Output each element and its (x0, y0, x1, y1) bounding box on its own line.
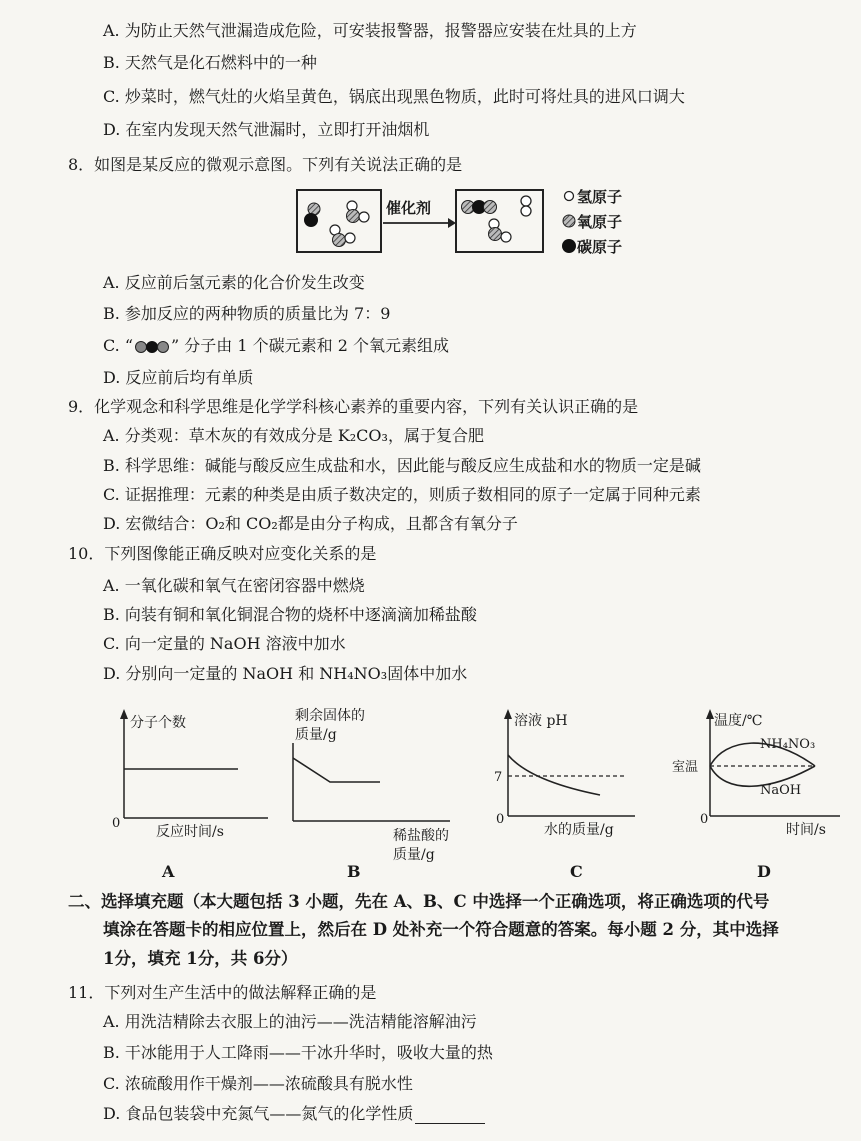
graph-b (285, 703, 465, 863)
reaction-diagram (290, 183, 650, 261)
q10-option-a: A. 一氧化碳和氧气在密闭容器中燃烧 (103, 576, 365, 595)
legend-hydrogen (565, 188, 623, 206)
q9-stem: 9．化学观念和科学思维是化学学科核心素养的重要内容，下列有关认识正确的是 (68, 397, 639, 416)
q7-option-b: B. 天然气是化石燃料中的一种 (103, 53, 317, 72)
section2-line-3: 1分，填充 1分，共 6分） (103, 949, 298, 968)
graph-c (490, 703, 650, 843)
q10-option-c: C. 向一定量的 NaOH 溶液中加水 (103, 634, 346, 653)
h2o-molecule-1 (347, 201, 370, 223)
legend-oxygen-label: 氧原子 (577, 213, 623, 231)
legend-oxygen (563, 213, 622, 231)
q11-option-a: A. 用洗洁精除去衣服上的油污——洗洁精能溶解油污 (103, 1012, 477, 1031)
graph-d-caption: D (757, 862, 771, 881)
graph-b-xlabel-1: 稀盐酸的 (393, 828, 449, 844)
section2-line-2: 填涂在答题卡的相应位置上，然后在 D 处补充一个符合题意的答案。每小题 2 分，其中选择 (103, 920, 779, 939)
graph-d-ylabel: 温度/℃ (714, 713, 763, 729)
graph-b-caption: B (347, 862, 361, 881)
graph-a-xlabel: 反应时间/s (156, 824, 224, 840)
graph-b-curve (293, 758, 380, 782)
graph-b-ylabel-2: 质量/g (295, 727, 337, 743)
q10-option-b: B. 向装有铜和氧化铜混合物的烧杯中逐滴滴加稀盐酸 (103, 605, 477, 624)
section2-line-1: 二、选择填充题（本大题包括 3 小题，先在 A、B、C 中选择一个正确选项，将正确选项的代号 (68, 892, 770, 911)
legend-hydrogen-label: 氢原子 (577, 188, 623, 206)
graph-a (108, 705, 278, 840)
q8-option-c (103, 336, 449, 356)
graph-d-upper-label: NH₄NO₃ (760, 737, 816, 752)
q8-option-a: A. 反应前后氢元素的化合价发生改变 (103, 273, 365, 292)
q8-option-c-prefix: C. “ (103, 336, 134, 355)
q10-stem: 10．下列图像能正确反映对应变化关系的是 (68, 544, 377, 563)
co2-molecule-icon (135, 340, 169, 354)
graph-a-caption: A (162, 862, 175, 881)
q7-option-d: D. 在室内发现天然气泄漏时，立即打开油烟机 (103, 120, 430, 139)
co2-molecule (462, 200, 497, 214)
graph-c-origin: 0 (496, 812, 505, 827)
q11-stem: 11．下列对生产生活中的做法解释正确的是 (68, 983, 377, 1002)
q9-option-a: A. 分类观：草木灰的有效成分是 K₂CO₃，属于复合肥 (103, 426, 484, 445)
co-molecule (304, 203, 320, 227)
graph-c-curve (508, 755, 600, 795)
q11-option-d-text: D. 食品包装袋中充氮气——氮气的化学性质 (103, 1104, 414, 1123)
h2o-molecule-3 (489, 219, 512, 242)
q9-option-d: D. 宏微结合：O₂和 CO₂都是由分子构成，且都含有氧分子 (103, 514, 518, 533)
q8-option-c-text: ” 分子由 1 个碳元素和 2 个氧元素组成 (171, 336, 450, 355)
q7-option-c: C. 炒菜时，燃气灶的火焰呈黄色，锅底出现黑色物质，此时可将灶具的进风口调大 (103, 87, 685, 106)
q10-option-d: D. 分别向一定量的 NaOH 和 NH₄NO₃固体中加水 (103, 664, 468, 683)
q8-option-d: D. 反应前后均有单质 (103, 368, 254, 387)
graph-c-tick: 7 (494, 770, 503, 785)
graph-d-origin: 0 (700, 812, 709, 827)
graph-c-ylabel: 溶液 pH (514, 713, 568, 729)
q11-option-c: C. 浓硫酸用作干燥剂——浓硫酸具有脱水性 (103, 1074, 413, 1093)
legend-carbon (562, 238, 622, 256)
graph-a-ylabel: 分子个数 (130, 715, 186, 731)
h2o-molecule-2 (330, 225, 355, 247)
catalyst-label: 催化剂 (386, 199, 432, 217)
q8-stem: 8．如图是某反应的微观示意图。下列有关说法正确的是 (68, 155, 463, 174)
graph-d (670, 703, 850, 843)
legend-carbon-label: 碳原子 (577, 238, 623, 256)
graph-d-tick: 室温 (672, 760, 699, 775)
h2-molecule-1 (521, 196, 531, 216)
q8-option-b: B. 参加反应的两种物质的质量比为 7：9 (103, 304, 391, 323)
q9-option-c: C. 证据推理：元素的种类是由质子数决定的，则质子数相同的原子一定属于同种元素 (103, 485, 701, 504)
graph-c-caption: C (570, 862, 583, 881)
q11-option-b: B. 干冰能用于人工降雨——干冰升华时，吸收大量的热 (103, 1043, 493, 1062)
q9-option-b: B. 科学思维：碱能与酸反应生成盐和水，因此能与酸反应生成盐和水的物质一定是碱 (103, 456, 701, 475)
graph-a-origin: 0 (112, 816, 121, 831)
graph-c-xlabel: 水的质量/g (544, 822, 614, 838)
graph-b-xlabel-2: 质量/g (393, 847, 435, 863)
q7-option-a: A. 为防止天然气泄漏造成危险，可安装报警器，报警器应安装在灶具的上方 (103, 21, 637, 40)
graph-d-lower-label: NaOH (760, 783, 802, 798)
graph-b-ylabel-1: 剩余固体的 (295, 708, 365, 724)
graph-d-xlabel: 时间/s (786, 822, 826, 838)
q11-option-d (103, 1104, 485, 1124)
answer-blank[interactable] (415, 1107, 485, 1124)
